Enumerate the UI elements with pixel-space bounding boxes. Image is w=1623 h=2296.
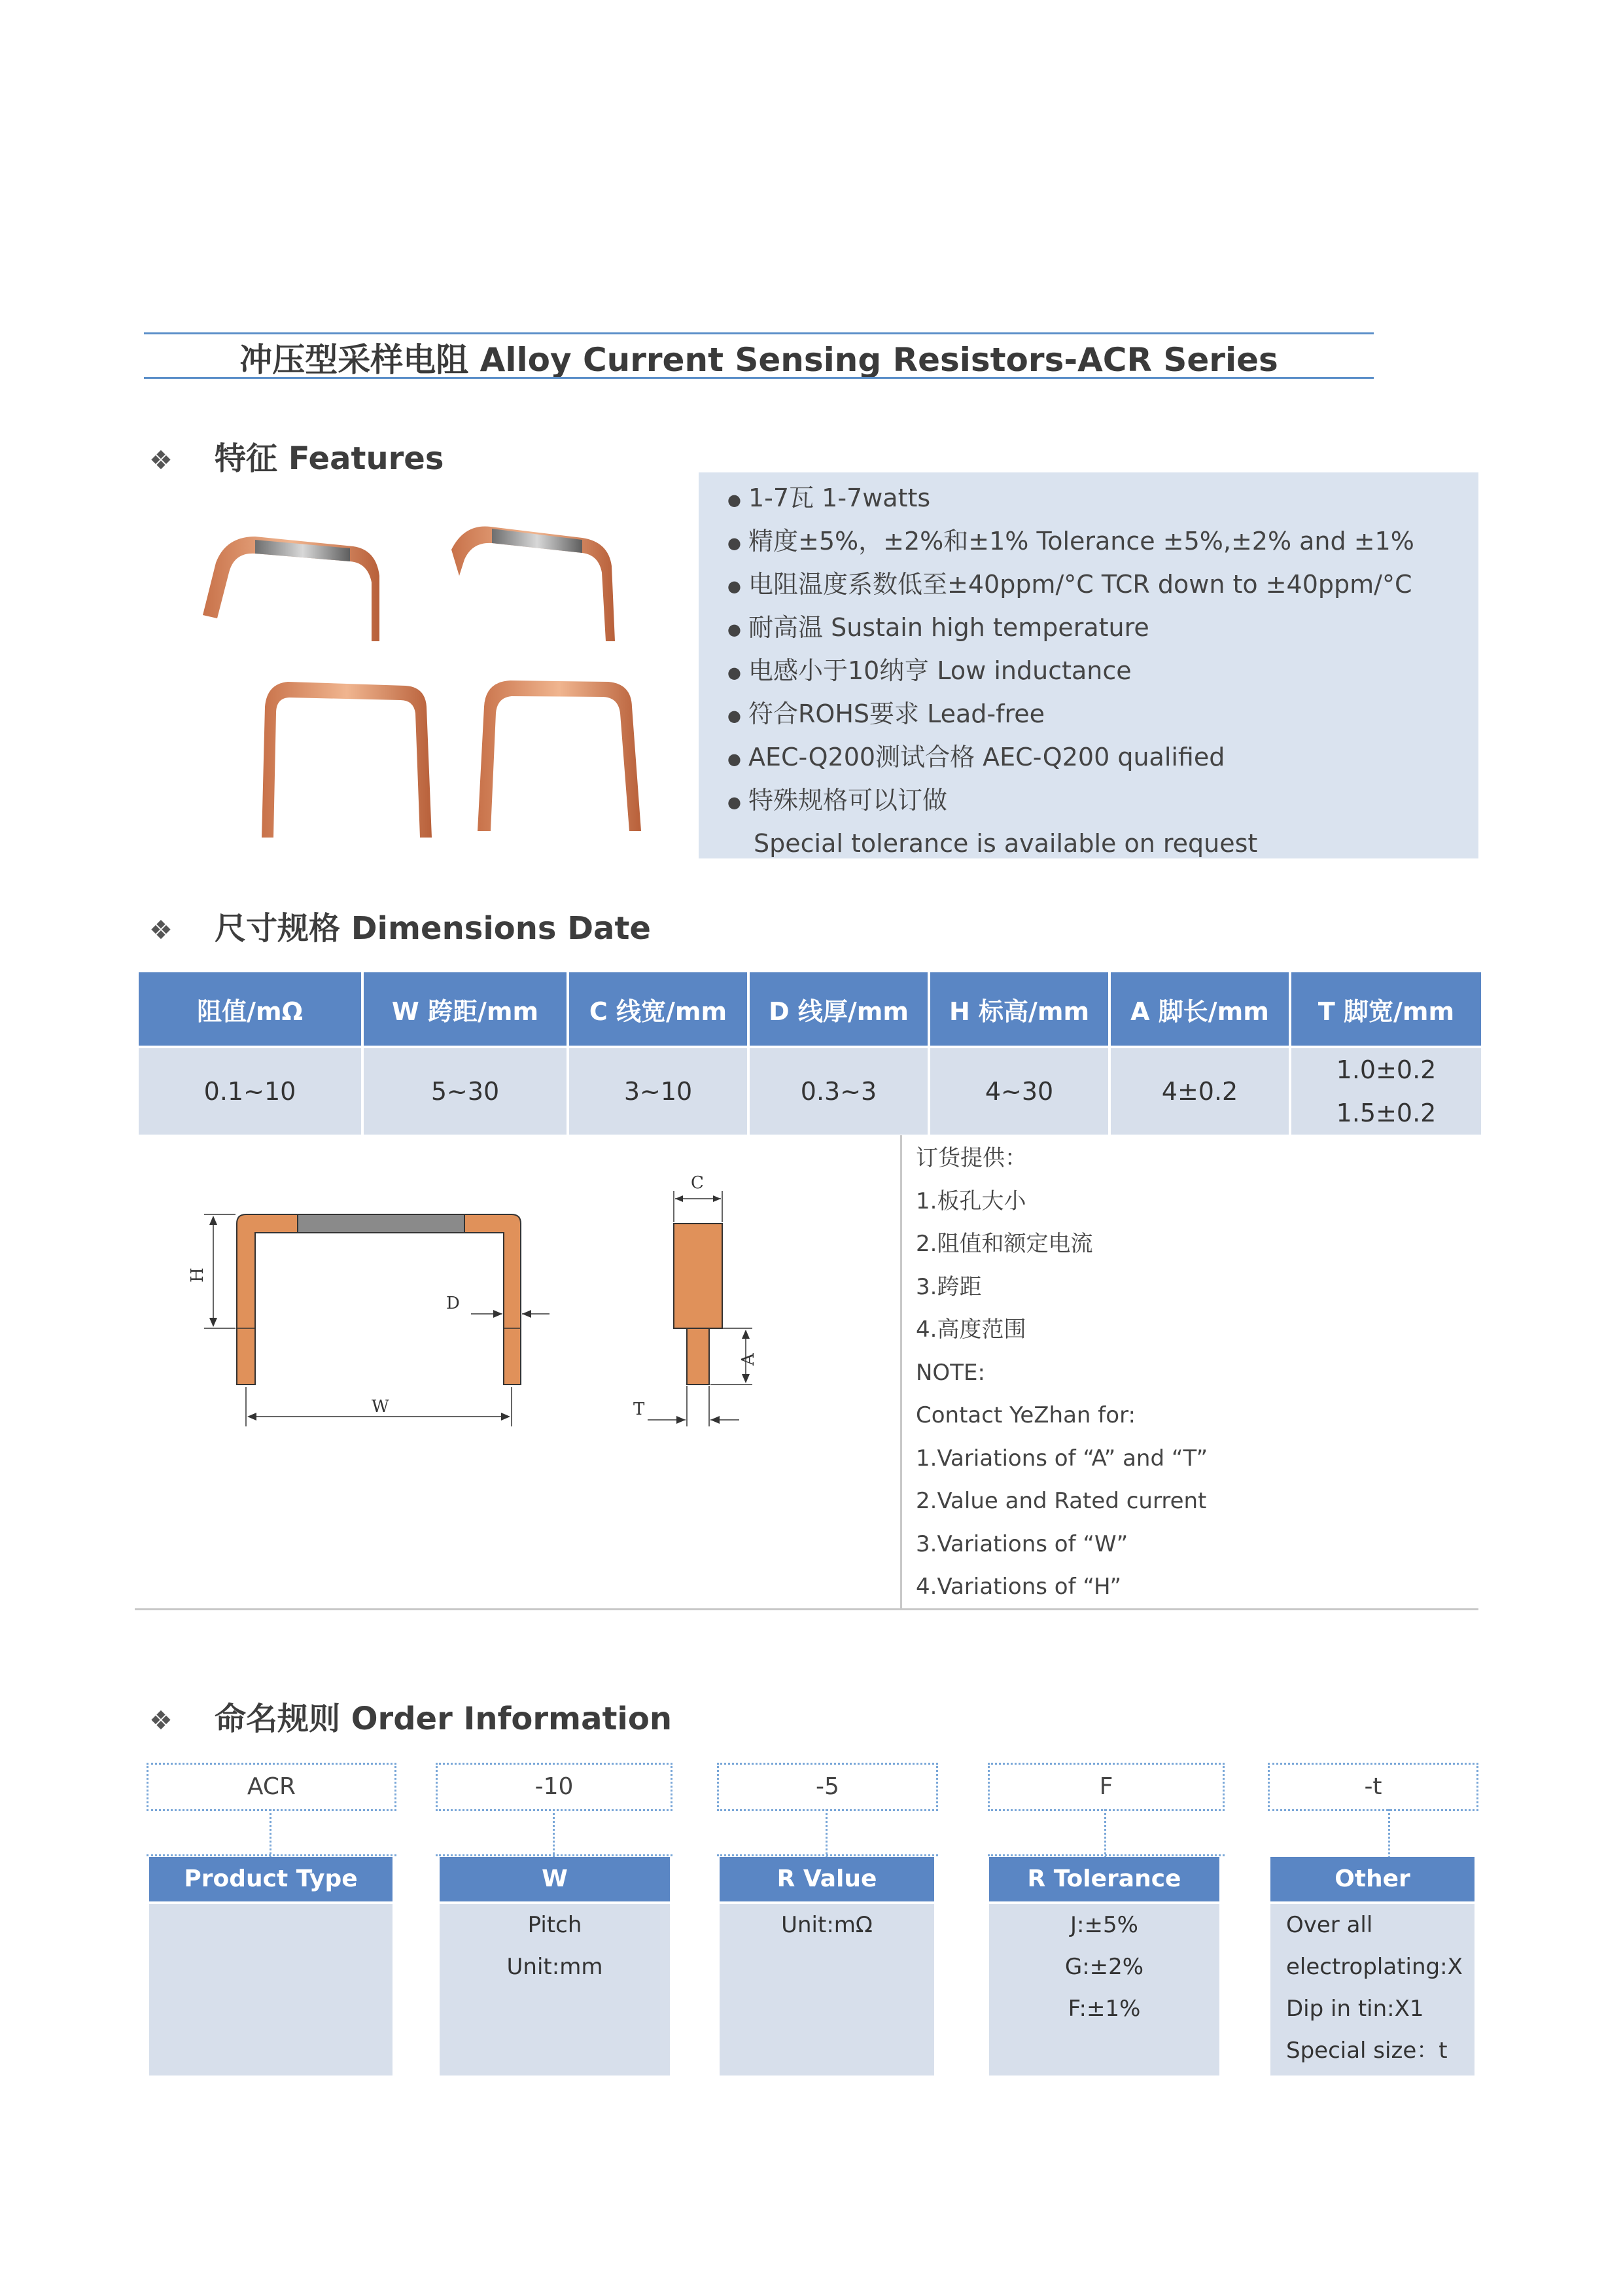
dimensions-table — [139, 972, 1481, 1135]
features-heading-text: 特征 Features — [215, 440, 444, 477]
connector-line — [270, 1809, 271, 1858]
features-heading — [149, 433, 444, 478]
feature-item: ● 电阻温度系数低至±40ppm/°C TCR down to ±40ppm/°C — [727, 563, 1414, 606]
code-product-type: ACR — [147, 1763, 396, 1811]
dimension-diagram — [164, 1152, 890, 1453]
col-body-r-tolerance — [989, 1904, 1219, 2075]
order-note-line: NOTE: — [916, 1359, 985, 1386]
dimensions-value-row — [139, 1047, 1481, 1135]
order-note-line: 2.阻值和额定电流 — [916, 1231, 1093, 1257]
order-note-line: 4.Variations of “H” — [916, 1574, 1122, 1600]
feature-item: ● 电感小于10纳亨 Low inductance — [727, 649, 1414, 692]
feature-item: ● 耐高温 Sustain high temperature — [727, 606, 1414, 649]
order-note-line: Contact YeZhan for: — [916, 1402, 1136, 1428]
side-view-body — [674, 1224, 722, 1328]
connector-base — [436, 1854, 672, 1856]
connector-line — [826, 1809, 828, 1858]
bullet-dot-icon: ● — [727, 620, 741, 639]
bullet-dot-icon: ● — [727, 533, 741, 552]
connector-base — [988, 1854, 1225, 1856]
feature-item: ● 1-7瓦 1-7watts — [727, 476, 1414, 520]
dim-header-h: H 标高/mm — [929, 972, 1109, 1047]
diamond-bullet-icon: ❖ — [149, 915, 173, 945]
dim-header-resistance: 阻值/mΩ — [139, 972, 362, 1047]
bullet-dot-icon: ● — [727, 576, 741, 595]
r-value-desc-line: Unit:mΩ — [781, 1912, 873, 1938]
bullet-dot-icon: ● — [727, 706, 741, 725]
code-r-value: -5 — [717, 1763, 938, 1811]
order-note-line: 2.Value and Rated current — [916, 1488, 1207, 1514]
order-notes — [916, 1137, 1208, 1609]
bullet-dot-icon: ● — [727, 663, 741, 682]
col-body-product-type — [149, 1904, 393, 2075]
dim-header-t: T 脚宽/mm — [1290, 972, 1481, 1047]
tolerance-desc-line: F:±1% — [1068, 1996, 1141, 2022]
bullet-dot-icon: ● — [727, 490, 741, 509]
other-desc-line: Dip in tin:X1 — [1286, 1996, 1424, 2022]
front-view-body — [237, 1214, 521, 1385]
col-body-other — [1270, 1904, 1475, 2075]
order-note-line: 1.板孔大小 — [916, 1188, 1026, 1214]
dim-value-c: 3~10 — [568, 1047, 748, 1135]
diagram-label-t: T — [633, 1400, 645, 1419]
diagram-label-a: A — [739, 1353, 758, 1366]
notes-divider — [900, 1135, 902, 1610]
resistor-photo-3 — [262, 682, 432, 838]
code-other: -t — [1268, 1763, 1478, 1811]
feature-item: ● 特殊规格可以订做 — [727, 779, 1414, 822]
resistor-photo-4 — [478, 680, 641, 831]
other-desc-line: Special size：t — [1286, 2038, 1448, 2064]
resistor-photo-2-alloy — [492, 529, 582, 553]
product-photo — [190, 510, 661, 877]
order-note-line: 3.跨距 — [916, 1273, 982, 1300]
tolerance-desc-line: J:±5% — [1070, 1912, 1138, 1938]
col-header-w: W — [440, 1857, 670, 1901]
connector-base — [717, 1854, 938, 1856]
other-desc-line: Over all — [1286, 1912, 1373, 1938]
dim-header-d: D 线厚/mm — [748, 972, 929, 1047]
feature-item: ● AEC-Q200测试合格 AEC-Q200 qualified — [727, 735, 1414, 779]
dimensions-heading — [149, 903, 651, 948]
order-note-line: 3.Variations of “W” — [916, 1530, 1128, 1557]
other-desc-line: electroplating:X — [1286, 1954, 1463, 1980]
code-w: -10 — [436, 1763, 672, 1811]
dim-header-w: W 跨距/mm — [362, 972, 568, 1047]
diagram-label-d: D — [446, 1294, 460, 1313]
tolerance-desc-line: G:±2% — [1064, 1954, 1144, 1980]
code-r-tolerance: F — [988, 1763, 1225, 1811]
order-heading-text: 命名规则 Order Information — [215, 1701, 672, 1737]
connector-line — [1104, 1809, 1106, 1858]
front-view-alloy — [298, 1214, 464, 1233]
dim-header-c: C 线宽/mm — [568, 972, 748, 1047]
dimensions-header-row — [139, 972, 1481, 1047]
dim-value-t-2: 1.5±0.2 — [1336, 1099, 1437, 1127]
w-desc-line: Pitch — [527, 1912, 582, 1938]
order-note-line: 1.Variations of “A” and “T” — [916, 1445, 1208, 1472]
bullet-dot-icon: ● — [727, 749, 741, 768]
connector-line — [553, 1809, 555, 1858]
diagram-label-c: C — [691, 1173, 704, 1193]
features-list — [727, 476, 1414, 865]
col-header-r-value: R Value — [720, 1857, 934, 1901]
connector-base — [147, 1854, 396, 1856]
dimensions-bottom-rule — [135, 1608, 1478, 1610]
col-body-r-value — [720, 1904, 934, 2075]
feature-item: ● 精度±5%，±2%和±1% Tolerance ±5%,±2% and ±1% — [727, 520, 1414, 563]
dim-value-t — [1290, 1047, 1481, 1135]
col-header-product-type: Product Type — [149, 1857, 393, 1901]
order-heading — [149, 1693, 672, 1739]
page-title: 冲压型采样电阻 Alloy Current Sensing Resistors-ACR Series — [239, 341, 1278, 379]
feature-item: ● 符合ROHS要求 Lead-free — [727, 692, 1414, 735]
col-header-other: Other — [1270, 1857, 1475, 1901]
order-note-line: 4.高度范围 — [916, 1316, 1026, 1343]
col-body-w — [440, 1904, 670, 2075]
side-view-leg — [687, 1328, 709, 1385]
dim-header-a: A 脚长/mm — [1109, 972, 1290, 1047]
dim-value-a: 4±0.2 — [1109, 1047, 1290, 1135]
w-desc-line: Unit:mm — [506, 1954, 603, 1980]
diagram-label-w: W — [372, 1397, 389, 1417]
connector-line — [1388, 1809, 1390, 1858]
dimensions-heading-text: 尺寸规格 Dimensions Date — [215, 910, 651, 947]
dim-value-t-1: 1.0±0.2 — [1336, 1055, 1437, 1084]
order-note-line: 订货提供： — [916, 1145, 1027, 1171]
dim-value-h: 4~30 — [929, 1047, 1109, 1135]
bullet-dot-icon: ● — [727, 792, 741, 811]
feature-item-extra: Special tolerance is available on request — [754, 829, 1258, 858]
diamond-bullet-icon: ❖ — [149, 1706, 173, 1736]
dim-value-d: 0.3~3 — [748, 1047, 929, 1135]
dim-value-w: 5~30 — [362, 1047, 568, 1135]
title-rule-bottom — [144, 377, 1374, 379]
dim-value-resistance: 0.1~10 — [139, 1047, 362, 1135]
diamond-bullet-icon: ❖ — [149, 446, 173, 476]
col-header-r-tolerance: R Tolerance — [989, 1857, 1219, 1901]
diagram-label-h: H — [188, 1267, 207, 1282]
